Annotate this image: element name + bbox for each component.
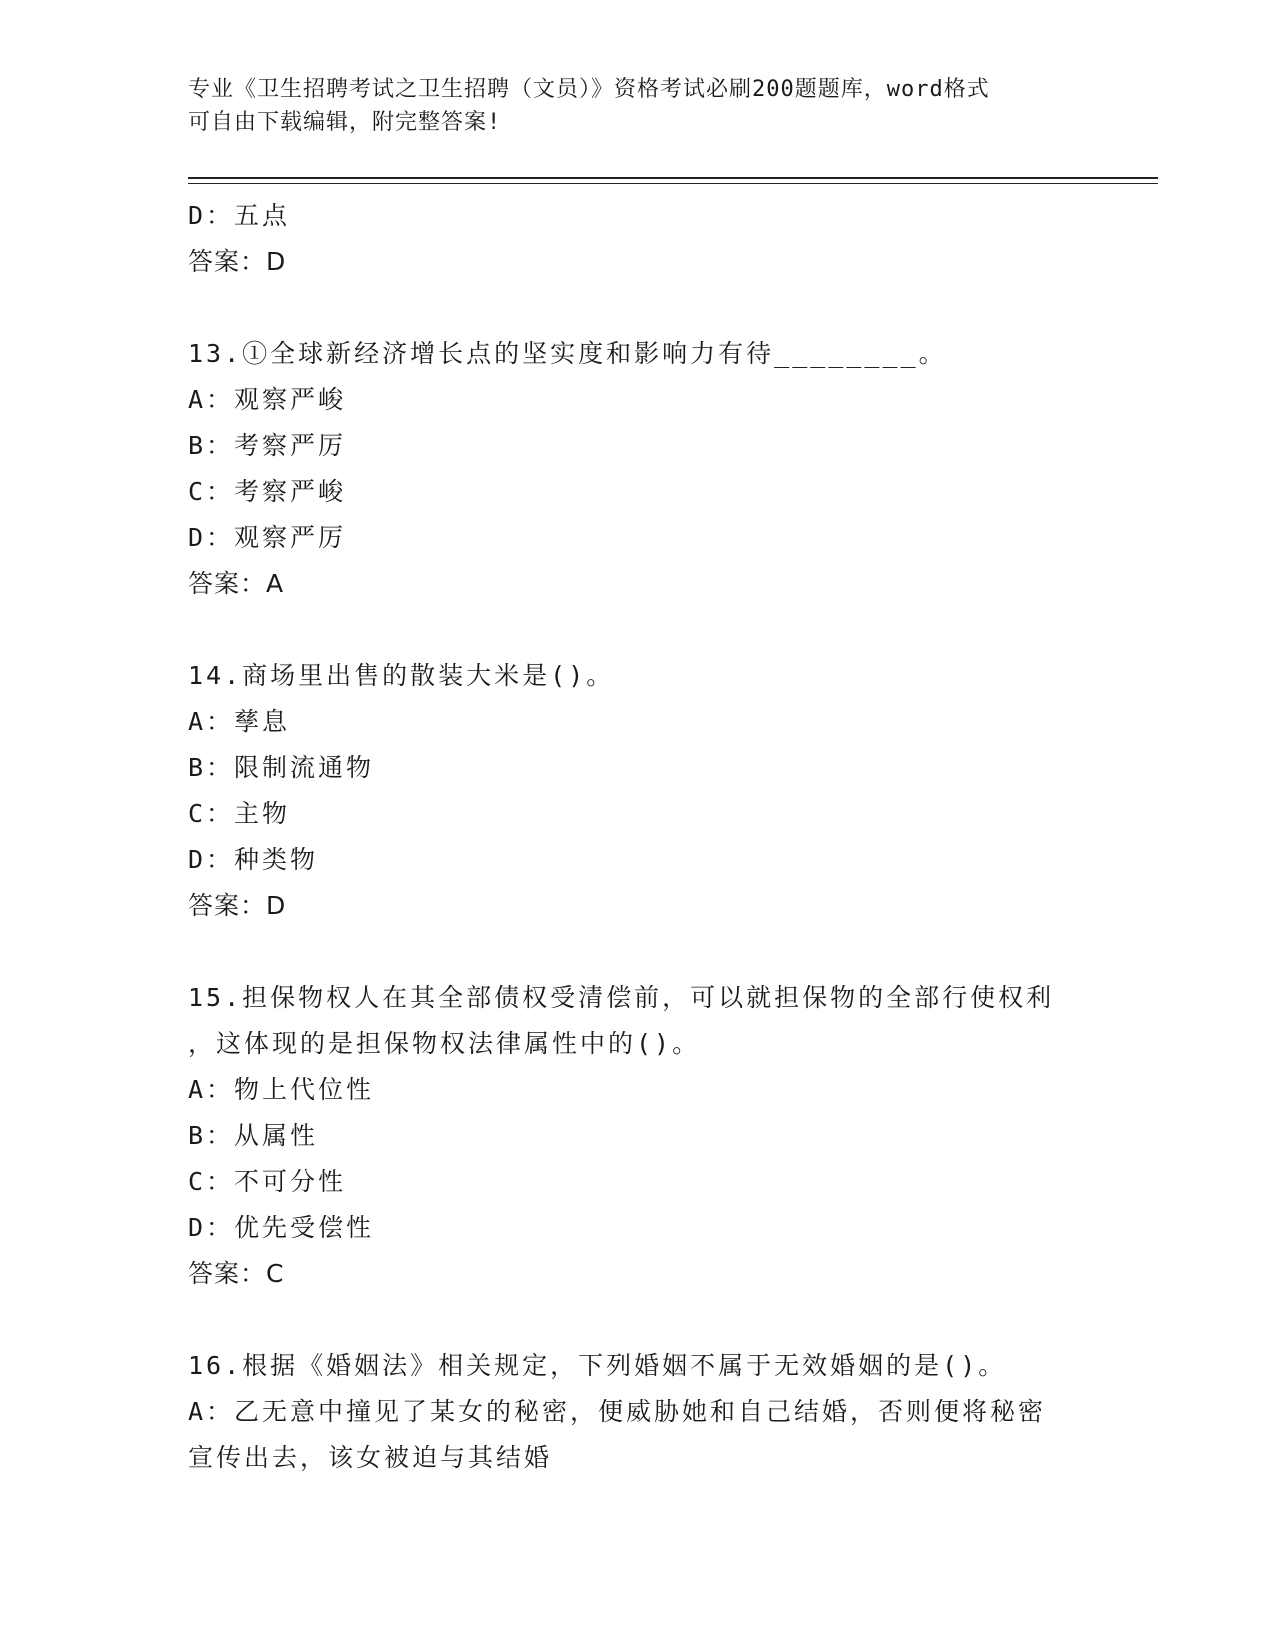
answer-line: 答案：D — [188, 247, 287, 276]
header-title-line-1: 专业《卫生招聘考试之卫生招聘（文员）》资格考试必刷200题题库，word格式 — [188, 77, 990, 102]
answer-line: 答案：D — [188, 891, 287, 920]
answer-line: 答案：A — [188, 569, 285, 598]
question-stem-line-2: ，这体现的是担保物权法律属性中的()。 — [188, 1029, 701, 1058]
header-title-line-2: 可自由下载编辑，附完整答案! — [188, 110, 502, 135]
question-stem: 16.根据《婚姻法》相关规定，下列婚姻不属于无效婚姻的是()。 — [188, 1351, 1007, 1380]
page-header — [188, 73, 1068, 139]
option-a-line-2: 宣传出去，该女被迫与其结婚 — [188, 1443, 553, 1472]
spacer — [188, 929, 1088, 975]
option-c: C：考察严峻 — [188, 477, 347, 506]
question-stem-line-1: 15.担保物权人在其全部债权受清偿前，可以就担保物的全部行使权利 — [188, 983, 1055, 1012]
question-stem: 14.商场里出售的散装大米是()。 — [188, 661, 615, 690]
option-c: C：不可分性 — [188, 1167, 347, 1196]
header-divider-thick — [188, 177, 1158, 179]
option-a: A：物上代位性 — [188, 1075, 375, 1104]
answer-line: 答案：C — [188, 1259, 285, 1288]
option-a: A：孳息 — [188, 707, 291, 736]
option-b: B：考察严厉 — [188, 431, 347, 460]
question-13 — [188, 331, 1088, 607]
spacer — [188, 285, 1088, 331]
option-d: D：优先受偿性 — [188, 1213, 375, 1242]
option-d: D：五点 — [188, 201, 291, 230]
option-a: A：观察严峻 — [188, 385, 347, 414]
option-a-line-1: A：乙无意中撞见了某女的秘密，便威胁她和自己结婚，否则便将秘密 — [188, 1397, 1047, 1426]
question-14 — [188, 653, 1088, 929]
option-d: D：观察严厉 — [188, 523, 347, 552]
spacer — [188, 607, 1088, 653]
option-c: C：主物 — [188, 799, 291, 828]
question-stem: 13.①全球新经济增长点的坚实度和影响力有待________。 — [188, 339, 947, 368]
question-15 — [188, 975, 1088, 1297]
option-b: B：从属性 — [188, 1121, 319, 1150]
question-16 — [188, 1343, 1088, 1481]
option-b: B：限制流通物 — [188, 753, 375, 782]
header-divider-thin — [188, 183, 1158, 184]
question-content — [188, 193, 1088, 1481]
question-12-tail — [188, 193, 1088, 285]
option-d: D：种类物 — [188, 845, 319, 874]
spacer — [188, 1297, 1088, 1343]
